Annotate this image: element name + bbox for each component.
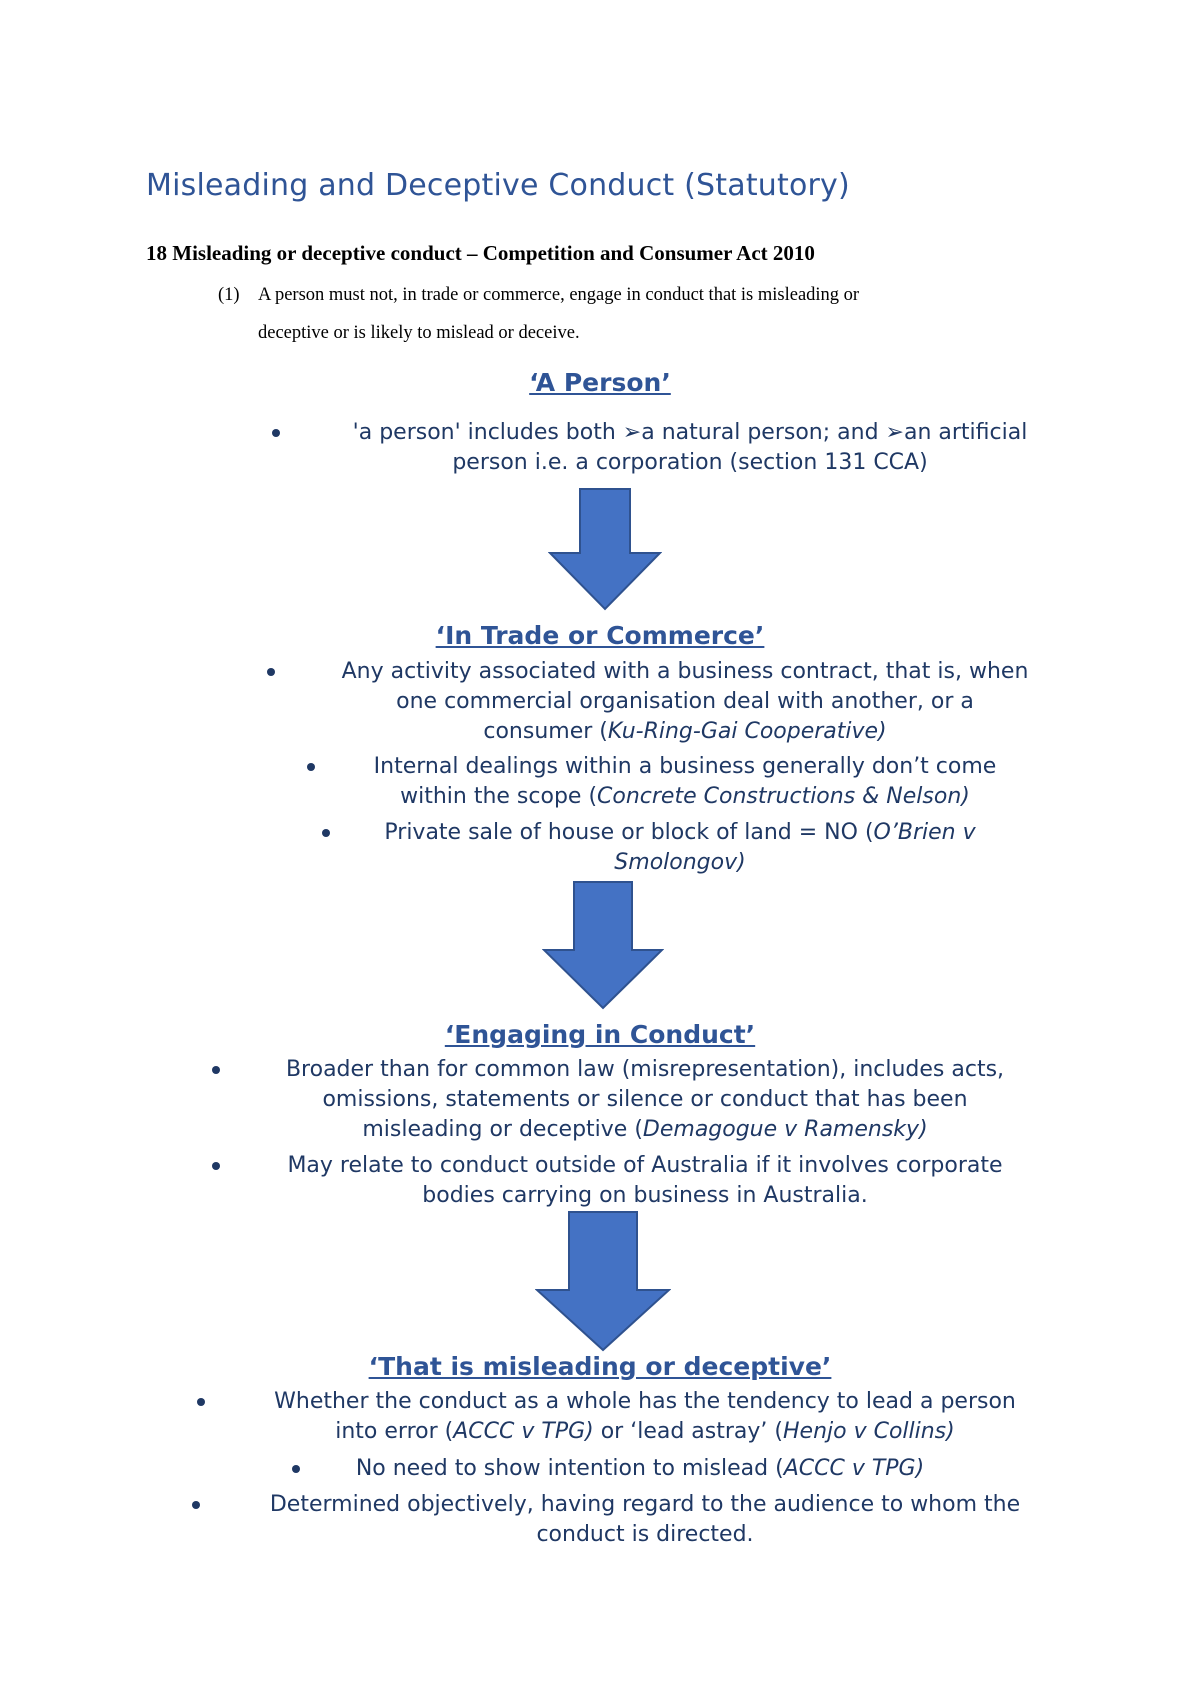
bullet-dot	[322, 829, 330, 837]
heading-that-is-misleading: ‘That is misleading or deceptive’	[368, 1352, 832, 1381]
bullet-text: May relate to conduct outside of Australia if it involves corporate	[287, 1153, 1003, 1178]
bullet-dot	[212, 1066, 220, 1074]
bullet-dot	[192, 1501, 200, 1509]
bullet-line	[220, 1520, 1070, 1550]
down-arrow-icon	[535, 1210, 671, 1352]
case-citation: ACCC v TPG)	[453, 1419, 594, 1444]
heading-a-person: ‘A Person’	[529, 368, 671, 397]
bullet-trade-private-sale	[350, 818, 1010, 878]
bullet-dot	[197, 1398, 205, 1406]
bullet-line	[220, 1490, 1070, 1520]
bullet-dot	[267, 668, 275, 676]
bullet-line	[240, 1085, 1050, 1115]
bullet-line	[300, 448, 1080, 478]
bullet-line	[295, 657, 1075, 687]
bullet-misleading-intention	[320, 1454, 960, 1484]
document-title: Misleading and Deceptive Conduct (Statutory)	[146, 168, 850, 203]
bullet-line	[335, 782, 1035, 812]
bullet-line	[320, 1454, 960, 1484]
bullet-line	[350, 818, 1010, 848]
bullet-misleading-objective	[220, 1490, 1070, 1550]
bullet-trade-activity	[295, 657, 1075, 747]
bullet-line	[335, 752, 1035, 782]
bullet-text: consumer (	[483, 719, 608, 744]
case-citation: Smolongov)	[614, 850, 746, 875]
bullet-text: or ‘lead astray’ (	[593, 1419, 783, 1444]
bullet-a-person	[300, 418, 1080, 478]
heading-engaging-in-conduct: ‘Engaging in Conduct’	[444, 1020, 756, 1049]
case-citation: O’Brien v	[873, 820, 976, 845]
bullet-line	[300, 418, 1080, 448]
case-citation: Concrete Constructions & Nelson)	[597, 784, 970, 809]
bullet-text: into error (	[335, 1419, 454, 1444]
bullet-text: conduct is directed.	[536, 1522, 754, 1547]
bullet-text: Internal dealings within a business generally don’t come	[373, 754, 997, 779]
bullet-text: omissions, statements or silence or conduct that has been	[322, 1087, 968, 1112]
bullet-conduct-broader	[240, 1055, 1050, 1145]
case-citation: Demagogue v Ramensky)	[642, 1117, 928, 1142]
bullet-dot	[272, 429, 280, 437]
bullet-line	[295, 687, 1075, 717]
bullet-text: misleading or deceptive (	[362, 1117, 643, 1142]
bullet-text: No need to show intention to mislead (	[355, 1456, 784, 1481]
bullet-dot	[212, 1162, 220, 1170]
bullet-line	[240, 1055, 1050, 1085]
down-arrow-icon	[548, 487, 662, 611]
bullet-text: within the scope (	[400, 784, 598, 809]
bullet-text: person i.e. a corporation (section 131 CCA)	[452, 450, 928, 475]
bullet-text: Private sale of house or block of land = NO (	[384, 820, 874, 845]
case-citation: Ku-Ring-Gai Cooperative)	[607, 719, 887, 744]
bullet-line	[240, 1115, 1050, 1145]
case-citation: ACCC v TPG)	[783, 1456, 925, 1481]
bullet-line	[240, 1181, 1050, 1211]
bullet-conduct-outside-australia	[240, 1151, 1050, 1211]
bullet-text: bodies carrying on business in Australia.	[422, 1183, 868, 1208]
bullet-misleading-tendency	[225, 1387, 1065, 1447]
bullet-text: Determined objectively, having regard to the audience to whom the	[269, 1492, 1021, 1517]
case-citation: Henjo v Collins)	[782, 1419, 955, 1444]
section-heading: 18 Misleading or deceptive conduct – Competition and Consumer Act 2010	[146, 241, 815, 265]
down-arrow-icon	[542, 880, 664, 1010]
bullet-text: Broader than for common law (misrepresentation), includes acts,	[285, 1057, 1005, 1082]
bullet-line	[240, 1151, 1050, 1181]
bullet-line	[295, 717, 1075, 747]
clause-text-line-1: A person must not, in trade or commerce, engage in conduct that is misleading or	[258, 285, 860, 305]
bullet-text: 'a person' includes both ➢a natural person; and ➢an artificial	[352, 420, 1028, 445]
bullet-line	[225, 1387, 1065, 1417]
bullet-dot	[292, 1465, 300, 1473]
bullet-line	[350, 848, 1010, 878]
bullet-trade-internal	[335, 752, 1035, 812]
bullet-text: one commercial organisation deal with another, or a	[396, 689, 974, 714]
bullet-dot	[307, 763, 315, 771]
bullet-line	[225, 1417, 1065, 1447]
statute-clause	[218, 285, 1018, 361]
heading-in-trade-or-commerce: ‘In Trade or Commerce’	[435, 621, 765, 650]
bullet-text: Whether the conduct as a whole has the tendency to lead a person	[274, 1389, 1016, 1414]
bullet-text: Any activity associated with a business contract, that is, when	[341, 659, 1029, 684]
clause-number: (1)	[218, 285, 240, 305]
clause-text-line-2: deceptive or is likely to mislead or deceive.	[258, 323, 580, 343]
